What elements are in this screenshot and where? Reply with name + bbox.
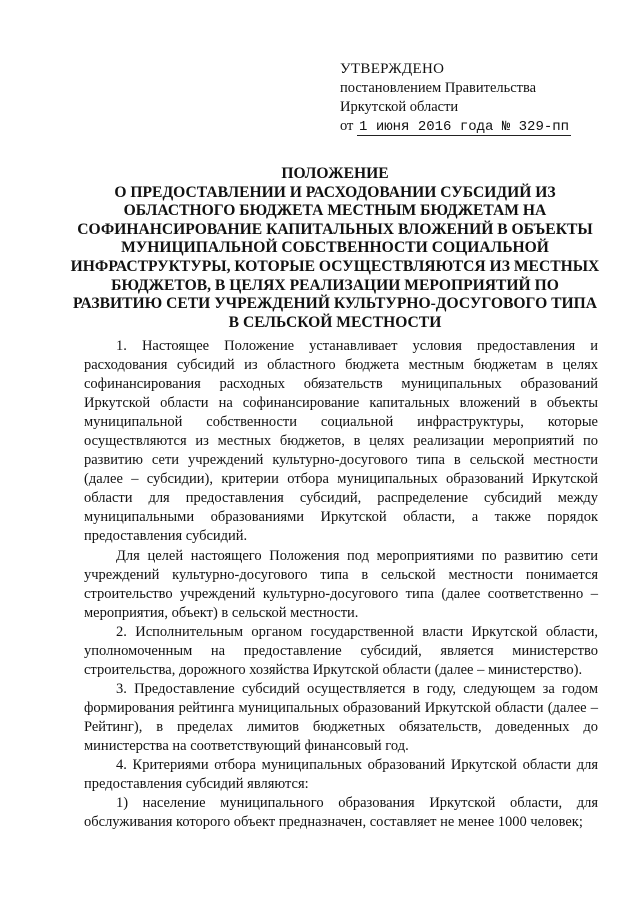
approval-stamp-block bbox=[340, 60, 600, 137]
document-body bbox=[84, 337, 598, 832]
title-heading: ПОЛОЖЕНИЕ bbox=[281, 165, 389, 182]
title-subheading: О ПРЕДОСТАВЛЕНИИ И РАСХОДОВАНИИ СУБСИДИЙ ИЗ ОБЛАСТНОГО БЮДЖЕТА МЕСТНЫМ БЮДЖЕТАМ НА СОФИНАНСИРОВАНИЕ КАПИТАЛЬНЫХ ВЛОЖЕНИЙ В ОБЪЕКТЫ МУНИЦИПАЛЬНОЙ СОБСТВЕННОСТИ СОЦИАЛЬНОЙ ИНФРАСТРУКТУРЫ, КОТОРЫЕ ОСУЩЕСТВЛЯЮТСЯ ИЗ МЕСТНЫХ БЮДЖЕТОВ, В ЦЕЛЯХ РЕАЛИЗАЦИИ МЕРОПРИЯТИЙ ПО РАЗВИТИЮ СЕТИ УЧРЕЖДЕНИЙ КУЛЬТУРНО-ДОСУГОВОГО ТИПА В СЕЛЬСКОЙ МЕСТНОСТИ bbox=[70, 183, 600, 331]
paragraph: 1. Настоящее Положение устанавливает условия предоставления и расходования субсидий из областного бюджета местным бюджетам в целях софинансирования расходных обязательств муниципальных образований Иркутской области на софинансирование капитальных вложений в объекты муниципальной собственности социальной инфраструктуры, которые осуществляются из местных бюджетов, в целях реализации мероприятий по развитию сети учреждений культурно-досугового типа в сельской местности (далее – субсидии), критерии отбора муниципальных образований Иркутской области для предоставления субсидий, распределение субсидий между муниципальными образованиями Иркутской области, а также порядок предоставления субсидий. bbox=[84, 338, 598, 545]
document-title bbox=[70, 165, 600, 332]
approval-date-line bbox=[340, 117, 600, 137]
paragraph: 3. Предоставление субсидий осуществляется в году, следующем за годом формирования рейтинга муниципальных образований Иркутской области (далее – Рейтинг), в пределах лимитов бюджетных обязательств, доведенных до министерства на соответствующий финансовый год. bbox=[84, 680, 598, 754]
approval-line-2: Иркутской области bbox=[340, 99, 459, 115]
paragraph: 4. Критериями отбора муниципальных образований Иркутской области для предоставления субсидий являются: bbox=[84, 757, 598, 793]
approval-line-1: постановлением Правительства bbox=[340, 80, 537, 96]
decree-date-number: 1 июня 2016 года № 329-пп bbox=[359, 119, 570, 135]
paragraph: Для целей настоящего Положения под мероприятиями по развитию сети учреждений культурно-досугового типа в сельской местности понимается строительство учреждений культурно-досугового типа (далее соответственно – мероприятия, объект) в сельской местности. bbox=[84, 547, 598, 621]
paragraph: 1) население муниципального образования Иркутской области, для обслуживания которого объект предназначен, составляет не менее 1000 человек; bbox=[84, 795, 598, 831]
paragraph: 2. Исполнительным органом государственной власти Иркутской области, уполномоченным на предоставление субсидий, является министерство строительства, дорожного хозяйства Иркутской области (далее – министерство). bbox=[84, 623, 598, 678]
date-prefix: от bbox=[340, 118, 354, 134]
approved-label: УТВЕРЖДЕНО bbox=[340, 61, 445, 77]
